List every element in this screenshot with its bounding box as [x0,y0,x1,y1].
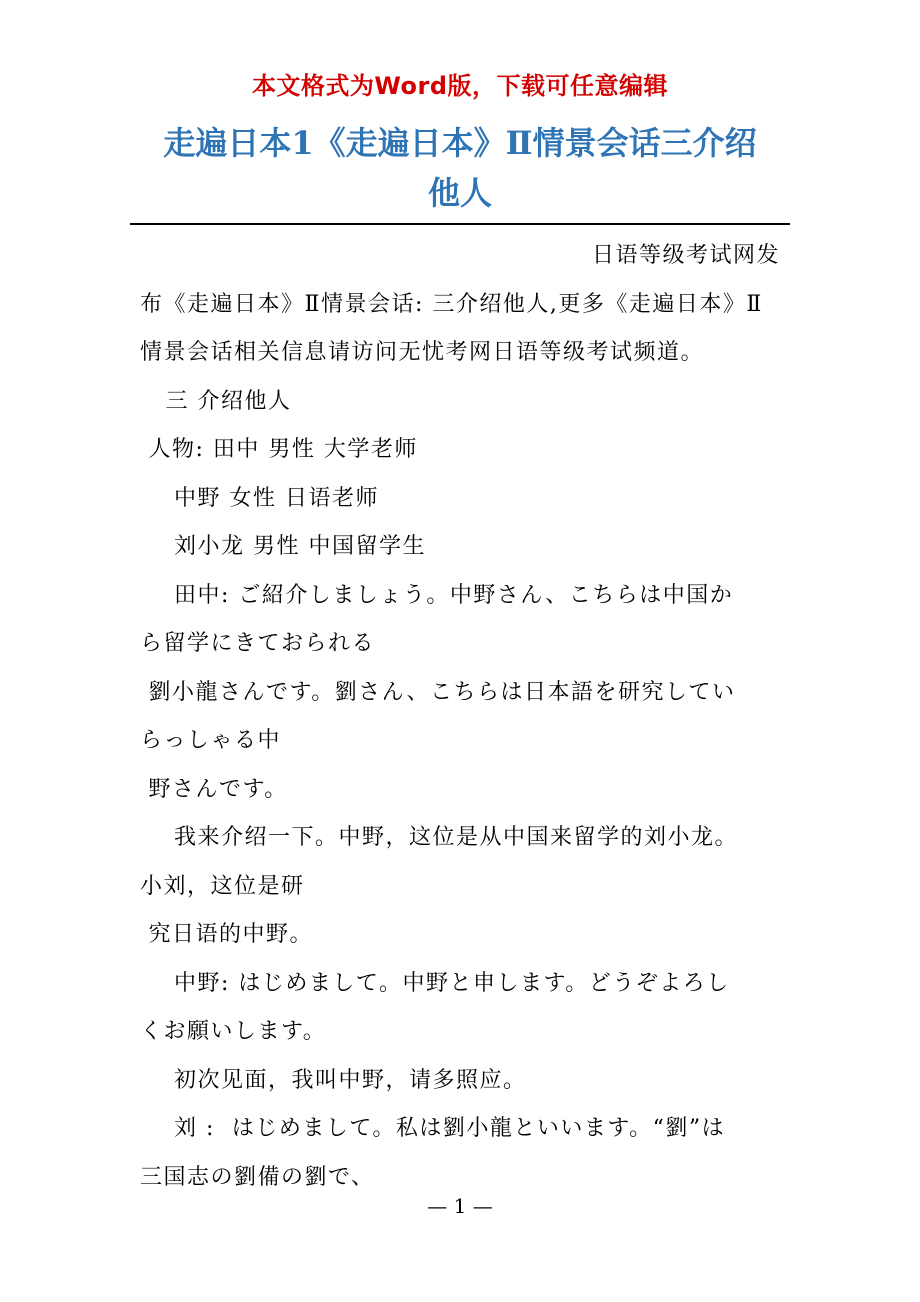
body-line: 布《走遍日本》Ⅱ情景会话: 三介绍他人,更多《走遍日本》Ⅱ [140,291,763,317]
title-line-1: 走遍日本1《走遍日本》Ⅱ情景会话三介绍 [163,124,757,162]
body-line: 情景会话相关信息请访问无忧考网日语等级考试频道。 [140,340,705,365]
body-line: 刘小龙 男性 中国留学生 [140,534,426,559]
body-line: 究日语的中野。 [140,922,314,947]
body-line: 初次见面，我叫中野，请多照应。 [140,1067,527,1093]
document-title [130,118,790,218]
body-line: 我来介绍一下。中野，这位是从中国来留学的刘小龙。 [140,825,738,850]
body-line: 人物: 田中 男性 大学老师 [140,437,418,462]
body-line: らっしゃる中 [140,728,282,753]
body-line: 野さんです。 [140,776,288,802]
body-line: 刘 : はじめまして。私は劉小龍といいます。“劉”は [140,1116,726,1141]
page-number: — 1 — [427,1194,493,1218]
body-line: 中野 女性 日语老师 [140,485,379,511]
body-line: 中野: はじめまして。中野と申します。どうぞよろし [140,970,730,996]
body-line: くお願いします。 [140,1019,327,1044]
body-line: 田中: ご紹介しましょう。中野さん、こちらは中国か [140,582,734,608]
title-line-2: 他人 [427,174,492,212]
body-line: 小刘，这位是研 [140,873,305,899]
title-divider [130,223,790,225]
body-line: 日语等级考试网发 [591,243,780,268]
document-body [140,232,780,1202]
section-heading: 三 介绍他人 [140,388,292,414]
body-line: 三国志の劉備の劉で、 [140,1164,375,1190]
format-notice: 本文格式为Word版，下载可任意编辑 [251,72,669,100]
body-line: ら留学にきておられる [140,631,376,656]
body-line: 劉小龍さんです。劉さん、こちらは日本語を研究してい [140,679,736,705]
